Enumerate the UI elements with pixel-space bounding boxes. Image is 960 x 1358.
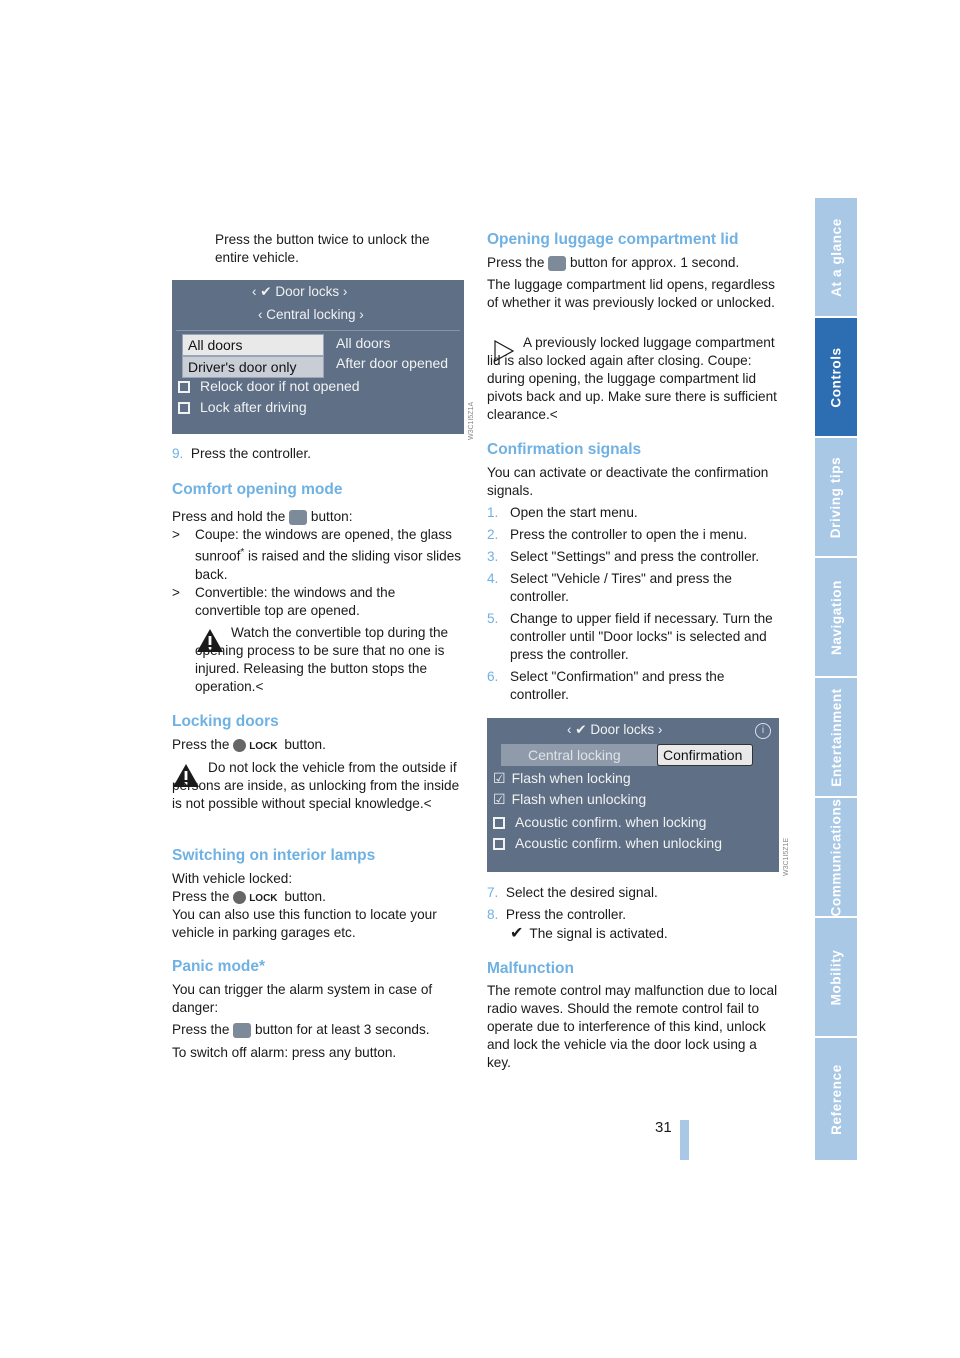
tab-label: Entertainment — [828, 687, 844, 787]
image-code: W3C1I5Z1E — [783, 837, 790, 876]
tab-label: Mobility — [828, 949, 844, 1005]
option-flash-unlocking[interactable] — [493, 791, 646, 808]
option-drivers-door[interactable]: Driver's door only — [182, 356, 324, 378]
bullet-marker: > — [172, 527, 180, 542]
step-1 — [487, 504, 779, 522]
bullet-coupe — [172, 526, 464, 584]
tab-label: Controls — [828, 346, 844, 408]
checkbox-icon — [178, 381, 190, 393]
image-code: W3C1I5Z1A — [468, 401, 475, 440]
text: Convertible: the windows and the convertible top are opened. — [195, 585, 396, 618]
panic-p3: To switch off alarm: press any button. — [172, 1045, 397, 1060]
text: is raised and the sliding visor slides back. — [195, 548, 462, 582]
locking-p1 — [172, 736, 326, 756]
door-locks-screen — [172, 280, 464, 434]
step-8-result — [510, 925, 668, 943]
option-acoustic-locking[interactable] — [493, 814, 706, 830]
check-car-icon: ✔ — [575, 722, 587, 737]
text: Press and hold the — [172, 509, 286, 524]
tab-entertainment[interactable] — [815, 678, 857, 796]
step-text: Select the desired signal. — [505, 885, 658, 900]
step-text: Press the controller. — [190, 446, 312, 461]
tab-label: Reference — [828, 1063, 844, 1135]
text: Coupe: the windows are opened, the glass sunroof — [195, 527, 452, 564]
luggage-title: Opening luggage compartment lid — [487, 231, 739, 248]
bullet-marker: > — [172, 585, 180, 600]
text: Press the — [487, 255, 545, 270]
step-text: Press the controller to open the i menu. — [510, 527, 748, 542]
step-number: 3. — [487, 549, 499, 564]
locking-title: Locking doors — [172, 713, 279, 730]
malfunction-title: Malfunction — [487, 960, 574, 977]
text: button for at least 3 seconds. — [254, 1022, 430, 1037]
luggage-note — [487, 334, 781, 424]
check-car-icon: ✔ — [260, 284, 272, 299]
step-number: 6. — [487, 669, 499, 684]
tab-driving-tips[interactable] — [815, 438, 857, 556]
luggage-p2: The luggage compartment lid opens, regardless of whether it was previously locked or unlocked. — [487, 277, 775, 310]
step-text: Open the start menu. — [510, 505, 638, 520]
end-mark: < — [255, 679, 264, 694]
text: Do not lock the vehicle from the outside if persons are inside, as unlocking from the inside is not possible without special knowledge. — [172, 760, 460, 811]
right-option-2: After door opened — [336, 355, 449, 371]
text: button. — [284, 889, 326, 904]
step-6 — [487, 668, 779, 704]
bullet-convertible — [172, 584, 464, 620]
lock-label: LOCK — [249, 893, 278, 904]
warning-locking — [172, 759, 463, 813]
step-2 — [487, 526, 779, 544]
option-all-doors[interactable]: All doors — [182, 334, 324, 356]
step-text: Select "Settings" and press the controller. — [510, 549, 760, 564]
option-label: Acoustic confirm. when unlocking — [515, 835, 722, 851]
intro-text: Press the button twice to unlock the entire vehicle. — [215, 232, 430, 265]
comfort-p1 — [172, 508, 353, 526]
option-acoustic-unlocking[interactable] — [493, 835, 722, 851]
tab-controls[interactable] — [815, 318, 857, 436]
text: button for approx. 1 second. — [569, 255, 740, 270]
step-4 — [487, 570, 779, 606]
checkbox-icon — [493, 838, 505, 850]
text: button: — [310, 509, 353, 524]
lamps-p2 — [172, 888, 326, 908]
step-5 — [487, 610, 779, 664]
text: The signal is activated. — [529, 926, 668, 941]
right-option-1: All doors — [336, 335, 391, 351]
warning-convertible — [195, 624, 463, 696]
checkbox-relock[interactable] — [178, 378, 360, 394]
screen-header-label: Door locks — [590, 722, 655, 737]
text: Watch the convertible top during the opening process to be sure that no one is injured. Releasing the button stops the operation. — [195, 625, 449, 694]
screen-subheader: ‹ Central locking › — [258, 307, 364, 322]
step-number: 9. — [172, 446, 184, 461]
end-mark: < — [549, 407, 558, 422]
screen-header: ‹ ✔ Door locks › — [567, 722, 663, 737]
confirmation-screen — [487, 718, 779, 872]
star: * — [240, 547, 245, 558]
check-icon: ☑ — [493, 770, 506, 786]
step-3 — [487, 548, 779, 566]
luggage-p1 — [487, 254, 739, 272]
step-9 — [172, 445, 311, 463]
checkbox-icon — [493, 817, 505, 829]
option-label: Acoustic confirm. when locking — [515, 814, 707, 830]
screen-header: ‹ ✔ Door locks › — [252, 284, 348, 299]
divider — [176, 330, 460, 331]
key-button-icon — [233, 739, 246, 752]
panic-p2 — [172, 1021, 430, 1039]
step-text: Select "Vehicle / Tires" and press the controller. — [510, 571, 732, 604]
text: Press the — [172, 889, 230, 904]
lock-label: LOCK — [249, 741, 278, 752]
end-mark: < — [423, 796, 432, 811]
checkbox-lock-after-driving[interactable] — [178, 399, 307, 415]
screen-subheader-label: Central locking — [266, 307, 356, 322]
step-number: 4. — [487, 571, 499, 586]
tab-label: At a glance — [828, 217, 844, 297]
lamps-p1: With vehicle locked: — [172, 871, 293, 886]
step-7 — [487, 884, 658, 902]
tab-label: Navigation — [828, 579, 844, 655]
check-car-icon: ✔ — [510, 925, 524, 942]
tab-at-a-glance[interactable] — [815, 198, 857, 316]
unlock-button-icon — [289, 510, 307, 525]
option-flash-locking[interactable] — [493, 770, 631, 787]
text: A previously locked luggage compartment lid is also locked again after closing. Coupe: during opening, the luggage compartment lid pivots back and up. Make sure there is sufficient clearance. — [487, 335, 777, 422]
step-number: 7. — [487, 885, 499, 900]
checkbox-label: Lock after driving — [200, 399, 307, 415]
step-text: Press the controller. — [505, 907, 627, 922]
page-marker — [680, 1120, 689, 1160]
tab-label: Communications — [828, 798, 844, 916]
step-text: Change to upper field if necessary. Turn the controller until "Door locks" is selected and press the controller. — [510, 611, 773, 662]
confirm-p1: You can activate or deactivate the confirmation signals. — [487, 465, 769, 498]
tab-navigation[interactable] — [815, 558, 857, 676]
panic-title: Panic mode* — [172, 958, 266, 975]
lamps-title: Switching on interior lamps — [172, 847, 376, 864]
text: button. — [284, 737, 326, 752]
key-button-icon — [233, 891, 246, 904]
tab-mobility[interactable] — [815, 918, 857, 1036]
checkbox-label: Relock door if not opened — [200, 378, 360, 394]
step-number: 1. — [487, 505, 499, 520]
lamps-p3: You can also use this function to locate your vehicle in parking garages etc. — [172, 907, 437, 940]
page-number: 31 — [655, 1119, 672, 1136]
step-text: Select "Confirmation" and press the controller. — [510, 669, 725, 702]
tab-label: Driving tips — [828, 456, 844, 538]
tab-confirmation[interactable]: Confirmation — [657, 744, 753, 766]
text: Press the — [172, 1022, 230, 1037]
check-icon: ☑ — [493, 791, 506, 807]
screen-header-label: Door locks — [275, 284, 340, 299]
panic-button-icon — [233, 1023, 251, 1038]
malfunction-p: The remote control may malfunction due to local radio waves. Should the remote control fail to operate due to interference of this kind, unlock and lock the vehicle via the door lock using a key. — [487, 983, 778, 1070]
step-number: 2. — [487, 527, 499, 542]
trunk-button-icon — [548, 256, 566, 271]
confirm-title: Confirmation signals — [487, 441, 642, 458]
text: Press the — [172, 737, 230, 752]
step-list — [487, 504, 779, 704]
step-number: 8. — [487, 907, 499, 922]
option-label: Flash when unlocking — [511, 791, 647, 807]
step-number: 5. — [487, 611, 499, 626]
option-label: Flash when locking — [511, 770, 631, 786]
checkbox-icon — [178, 402, 190, 414]
tab-reference[interactable] — [815, 1038, 857, 1160]
comfort-title: Comfort opening mode — [172, 481, 343, 498]
step-8 — [487, 906, 626, 924]
tab-communications[interactable] — [815, 798, 857, 916]
info-icon[interactable]: i — [755, 723, 771, 739]
panic-p1: You can trigger the alarm system in case of danger: — [172, 982, 433, 1015]
tab-central-locking[interactable]: Central locking — [501, 744, 657, 766]
